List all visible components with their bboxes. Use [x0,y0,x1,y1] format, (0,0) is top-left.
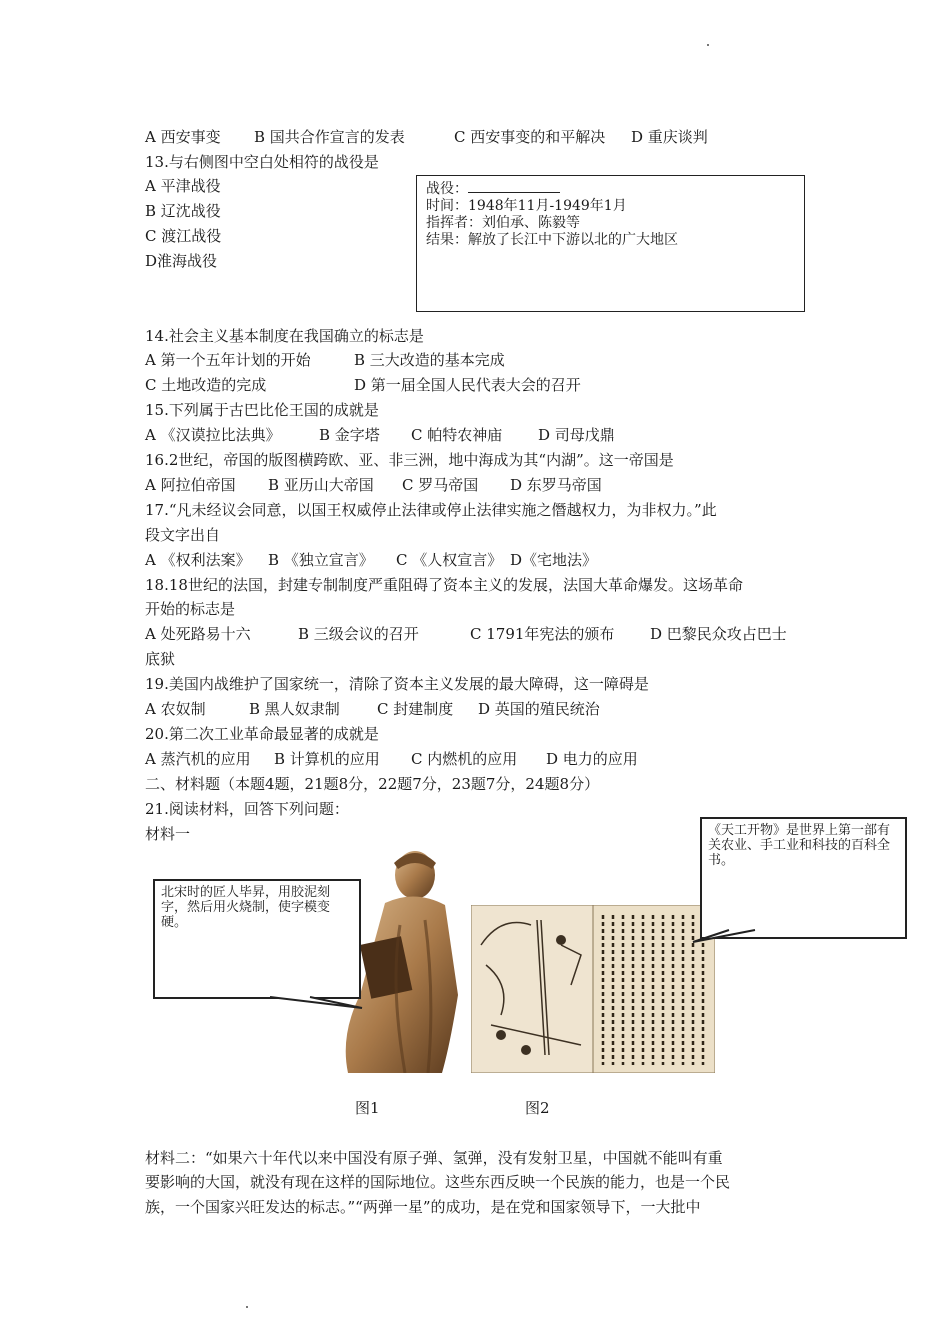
q14-option-d[interactable]: D 第一届全国人民代表大会的召开 [354,376,581,394]
q13-option-c[interactable]: C 渡江战役 [145,227,222,245]
q15-option-d[interactable]: D 司母戊鼎 [538,426,615,444]
callout-bi-sheng: 北宋时的匠人毕昇，用胶泥刻字，然后用火烧制，使字模变硬。 [153,879,361,999]
q20-option-d[interactable]: D 电力的应用 [546,750,638,768]
q19-stem: 19.美国内战维护了国家统一，清除了资本主义发展的最大障碍，这一障碍是 [145,675,649,693]
q16-option-b[interactable]: B 亚历山大帝国 [268,476,374,494]
q12-option-c[interactable]: C 西安事变的和平解决 [454,128,606,146]
material2-line1: 材料二：“如果六十年代以来中国没有原子弹、氢弹，没有发射卫星，中国就不能叫有重 [145,1149,723,1167]
material2-line2: 要影响的大国，就没有现在这样的国际地位。这些东西反映一个民族的能力，也是一个民 [145,1173,731,1191]
q20-option-a[interactable]: A 蒸汽机的应用 [145,750,251,768]
q13-option-b[interactable]: B 辽沈战役 [145,202,221,220]
scan-speck [707,44,709,46]
q13-option-a[interactable]: A 平津战役 [145,177,221,195]
q15-option-c[interactable]: C 帕特农神庙 [411,426,503,444]
q15-option-a[interactable]: A 《汉谟拉比法典》 [145,426,281,444]
material2-line3: 族，一个国家兴旺发达的标志。”“两弹一星”的成功，是在党和国家领导下，一大批中 [145,1198,701,1216]
q18-option-d-continued: 底狱 [145,650,176,668]
figure1-caption: 图1 [355,1099,380,1117]
q18-option-d[interactable]: D 巴黎民众攻占巴士 [650,625,787,643]
callout-left-pointer [270,996,370,1010]
q17-option-c[interactable]: C 《人权宣言》 [396,551,503,569]
callout-right-pointer [689,928,759,948]
q17-stem-line2: 段文字出自 [145,526,221,544]
battle-name-row [426,179,795,198]
q18-stem-line2: 开始的标志是 [145,600,236,618]
illustration-worker-2 [496,1030,506,1040]
figure2-tiangong-kaiwu [471,905,715,1073]
material1-label: 材料一 [145,825,191,843]
battle-result: 结果：解放了长江中下游以北的广大地区 [426,232,678,248]
q12-option-b[interactable]: B 国共合作宣言的发表 [254,128,405,146]
q16-option-a[interactable]: A 阿拉伯帝国 [145,476,236,494]
section2-heading: 二、材料题（本题4题，21题8分，22题7分，23题7分，24题8分） [145,775,600,793]
q19-option-d[interactable]: D 英国的殖民统治 [478,700,600,718]
book-page-left [471,905,593,1073]
scan-speck [246,1306,248,1308]
battle-time: 时间：1948年11月-1949年1月 [426,198,627,214]
q16-stem: 16.2世纪，帝国的版图横跨欧、亚、非三洲，地中海成为其“内湖”。这一帝国是 [145,451,674,469]
q20-stem: 20.第二次工业革命最显著的成就是 [145,725,379,743]
q16-option-c[interactable]: C 罗马帝国 [402,476,479,494]
q17-option-d[interactable]: D《宅地法》 [510,551,598,569]
illustration-worker-1 [556,935,566,945]
battle-blank [468,179,560,193]
q14-option-c[interactable]: C 土地改造的完成 [145,376,267,394]
q13-option-d[interactable]: D淮海战役 [145,252,218,270]
q12-option-a[interactable]: A 西安事变 [145,128,221,146]
battle-commander: 指挥者：刘伯承、陈毅等 [426,215,580,231]
battle-label: 战役： [426,181,468,197]
figure2-caption: 图2 [525,1099,550,1117]
q12-option-d[interactable]: D 重庆谈判 [631,128,708,146]
q14-option-b[interactable]: B 三大改造的基本完成 [354,351,505,369]
q14-option-a[interactable]: A 第一个五年计划的开始 [145,351,311,369]
q16-option-d[interactable]: D 东罗马帝国 [510,476,602,494]
q18-stem-line1: 18.18世纪的法国，封建专制制度严重阻碍了资本主义的发展，法国大革命爆发。这场革命 [145,576,743,594]
battle-info-box [416,175,805,312]
q18-option-a[interactable]: A 处死路易十六 [145,625,251,643]
q20-option-c[interactable]: C 内燃机的应用 [411,750,518,768]
q19-option-a[interactable]: A 农奴制 [145,700,206,718]
illustration-worker-3 [521,1045,531,1055]
q15-option-b[interactable]: B 金字塔 [319,426,380,444]
q21-stem: 21.阅读材料，回答下列问题： [145,800,349,818]
q17-option-a[interactable]: A 《权利法案》 [145,551,251,569]
q20-option-b[interactable]: B 计算机的应用 [274,750,380,768]
q17-stem-line1: 17.“凡未经议会同意，以国王权威停止法律或停止法律实施之僭越权力，为非权力。”此 [145,501,717,519]
callout-tiangong-kaiwu: 《天工开物》是世界上第一部有关农业、手工业和科技的百科全书。 [700,817,907,939]
q18-option-c[interactable]: C 1791年宪法的颁布 [470,625,615,643]
q18-option-b[interactable]: B 三级会议的召开 [298,625,419,643]
q14-stem: 14.社会主义基本制度在我国确立的标志是 [145,327,424,345]
q17-option-b[interactable]: B 《独立宣言》 [268,551,374,569]
q19-option-c[interactable]: C 封建制度 [377,700,454,718]
q15-stem: 15.下列属于古巴比伦王国的成就是 [145,401,379,419]
q19-option-b[interactable]: B 黑人奴隶制 [249,700,340,718]
q13-stem: 13.与右侧图中空白处相符的战役是 [145,153,379,171]
